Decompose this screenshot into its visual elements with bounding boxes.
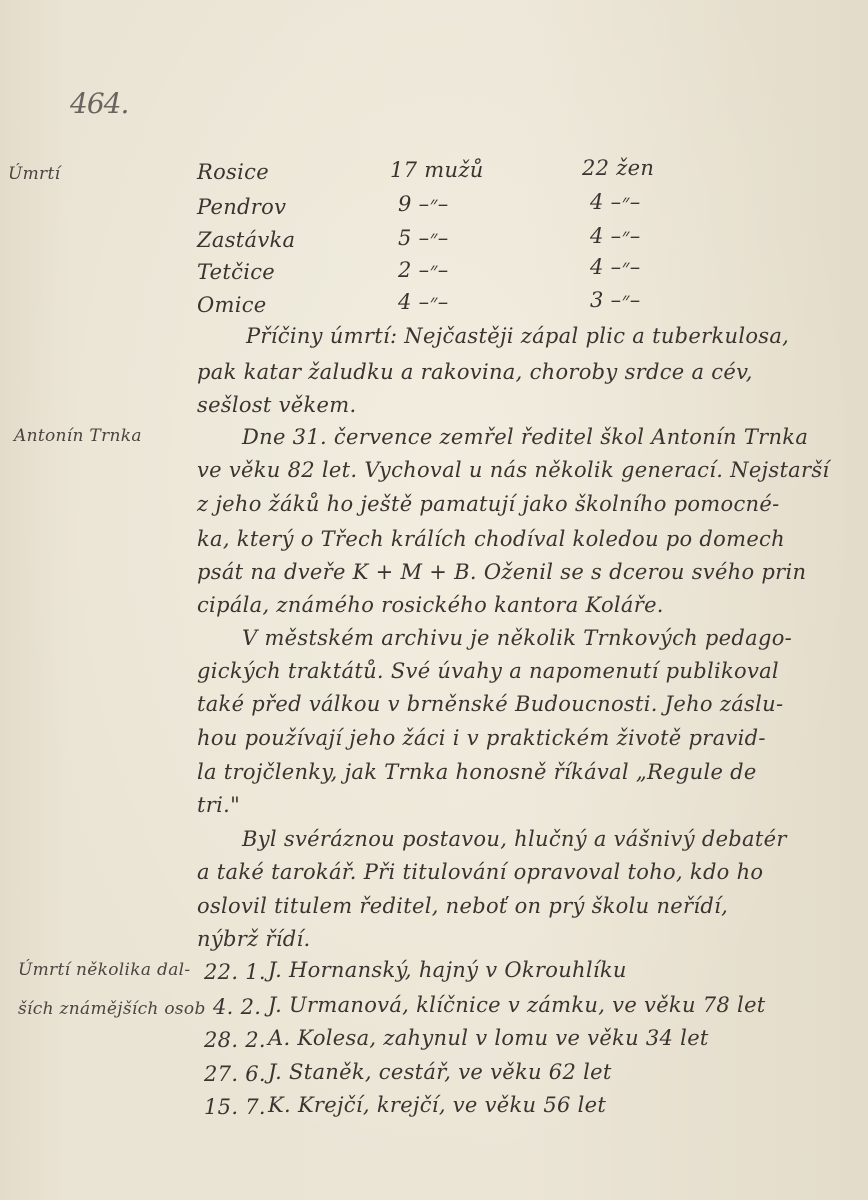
table-women: 22 žen	[582, 156, 655, 180]
trnka-text-line: také před válkou v brněnské Budoucnosti. Jeho záslu-	[197, 692, 784, 716]
death-date: 27. 6.	[204, 1062, 266, 1086]
trnka-text-line: Byl svéráznou postavou, hlučný a vášnivý debatér	[242, 827, 787, 851]
page-number: 464.	[70, 87, 129, 120]
trnka-text-line: oslovil titulem ředitel, neboť on prý školu neřídí,	[197, 894, 729, 918]
margin-note-notable-2: ších známějších osob	[18, 999, 206, 1019]
trnka-text-line: nýbrž řídí.	[197, 927, 311, 951]
table-women: 3 –״–	[590, 288, 641, 312]
trnka-text-line: tri."	[197, 793, 241, 817]
death-date: 22. 1.	[204, 960, 266, 984]
table-women: 4 –״–	[590, 224, 641, 248]
table-women: 4 –״–	[590, 190, 641, 214]
margin-note-notable-1: Úmrtí několika dal-	[18, 960, 191, 980]
trnka-text-line: ve věku 82 let. Vychoval u nás několik generací. Nejstarší	[197, 458, 830, 482]
death-date: 15. 7.	[204, 1095, 266, 1119]
trnka-text-line: gických traktátů. Své úvahy a napomenutí publikoval	[197, 659, 779, 683]
causes-line: sešlost věkem.	[197, 393, 357, 417]
table-men: 4 –״–	[398, 290, 449, 314]
trnka-text-line: a také tarokář. Při titulování opravoval toho, kdo ho	[197, 860, 764, 884]
trnka-text-line: hou používají jeho žáci i v praktickém životě pravid-	[197, 726, 766, 750]
death-entry: A. Kolesa, zahynul v lomu ve věku 34 let	[268, 1026, 709, 1050]
table-men: 9 –״–	[398, 192, 449, 216]
table-place: Rosice	[197, 160, 269, 184]
table-place: Tetčice	[197, 260, 276, 284]
death-entry: J. Hornanský, hajný v Okrouhlíku	[268, 958, 627, 982]
table-women: 4 –״–	[590, 255, 641, 279]
death-entry: K. Krejčí, krejčí, ve věku 56 let	[268, 1093, 607, 1117]
trnka-text-line: cipála, známého rosického kantora Koláře.	[197, 593, 664, 617]
death-date: 4. 2.	[213, 995, 262, 1019]
causes-line: Příčiny úmrtí: Nejčastěji zápal plic a tuberkulosa,	[246, 324, 790, 348]
table-place: Pendrov	[197, 195, 287, 219]
causes-line: pak katar žaludku a rakovina, choroby srdce a cév,	[197, 360, 753, 384]
death-entry: J. Urmanová, klíčnice v zámku, ve věku 78 let	[268, 993, 766, 1017]
trnka-text-line: V městském archivu je několik Trnkových pedago-	[242, 626, 793, 650]
table-men: 5 –״–	[398, 226, 449, 250]
trnka-text-line: Dne 31. července zemřel ředitel škol Antonín Trnka	[242, 425, 809, 449]
margin-note-deaths: Úmrtí	[8, 164, 61, 184]
table-men: 2 –״–	[398, 258, 449, 282]
death-entry: J. Staněk, cestář, ve věku 62 let	[268, 1060, 612, 1084]
trnka-text-line: ka, který o Třech králích chodíval koledou po domech	[197, 527, 785, 551]
margin-note-trnka: Antonín Trnka	[14, 426, 142, 446]
trnka-text-line: z jeho žáků ho ještě pamatují jako školního pomocné-	[197, 492, 780, 516]
table-men: 17 mužů	[390, 158, 484, 182]
trnka-text-line: psát na dveře K + M + B. Oženil se s dcerou svého prin	[197, 560, 807, 584]
table-place: Zastávka	[197, 228, 296, 252]
death-date: 28. 2.	[204, 1028, 266, 1052]
table-place: Omice	[197, 293, 267, 317]
trnka-text-line: la trojčlenky, jak Trnka honosně říkával „Regule de	[197, 760, 757, 784]
